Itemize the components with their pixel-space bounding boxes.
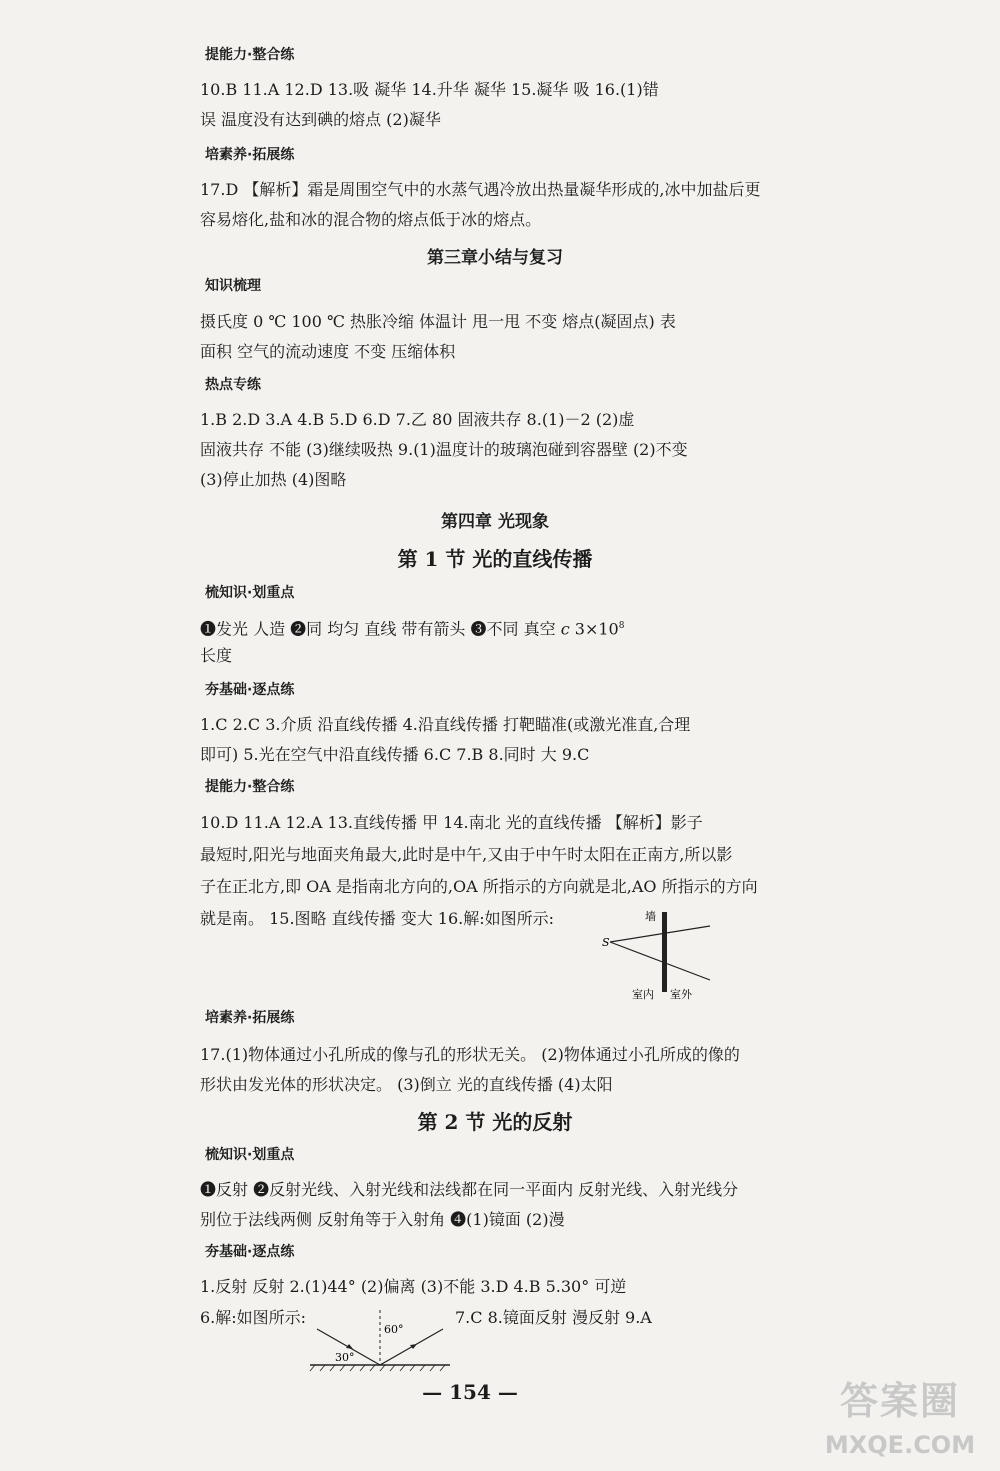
answer-line: 6.解:如图所示: <box>200 1308 307 1327</box>
answer-line: 17.D 【解析】霜是周围空气中的水蒸气遇冷放出热量凝华形成的,冰中加盐后更 <box>200 180 761 199</box>
answer-line: 10.B 11.A 12.D 13.吸 凝华 14.升华 凝华 15.凝华 吸 16.(1)错 <box>200 80 659 99</box>
answer-line: ❶反射 ❷反射光线、入射光线和法线都在同一平面内 反射光线、入射光线分 <box>200 1180 739 1199</box>
answer-line: (3)停止加热 (4)图略 <box>200 470 347 489</box>
answer-line: 摄氏度 0 ℃ 100 ℃ 热胀冷缩 体温计 甩一甩 不变 熔点(凝固点) 表 <box>200 312 676 331</box>
wall-shape <box>662 912 667 992</box>
section-heading: 培素养·拓展练 <box>205 1010 295 1026</box>
section-title: 第 1 节 光的直线传播 <box>397 547 593 571</box>
answer-line: 10.D 11.A 12.A 13.直线传播 甲 14.南北 光的直线传播 【解析】影子 <box>200 813 703 832</box>
answer-line: 1.C 2.C 3.介质 沿直线传播 4.沿直线传播 打靶瞄准(或激光准直,合理 <box>200 715 691 734</box>
answer-line: 7.C 8.镜面反射 漫反射 9.A <box>455 1308 652 1327</box>
angle-label: 60° <box>384 1323 404 1336</box>
watermark-url: MXQE.COM <box>824 1431 976 1459</box>
reflection-figure <box>305 1305 455 1375</box>
section-heading: 提能力·整合练 <box>205 47 295 63</box>
answer-line: 误 温度没有达到碘的熔点 (2)凝华 <box>200 110 441 129</box>
outdoor-label: 室外 <box>670 988 692 1000</box>
answer-line: 面积 空气的流动速度 不变 压缩体积 <box>200 342 456 361</box>
answer-line: 长度 <box>200 646 233 665</box>
indoor-label: 室内 <box>632 988 654 1000</box>
mirror-hatching <box>310 1365 445 1371</box>
section-heading: 梳知识·划重点 <box>205 585 295 601</box>
angle-label: 30° <box>335 1351 355 1364</box>
answer-line: 1.反射 反射 2.(1)44° (2)偏离 (3)不能 3.D 4.B 5.30° 可逆 <box>200 1277 627 1296</box>
section-heading: 培素养·拓展练 <box>205 147 295 163</box>
answer-line: 形状由发光体的形状决定。 (3)倒立 光的直线传播 (4)太阳 <box>200 1075 613 1094</box>
answer-line: 17.(1)物体通过小孔所成的像与孔的形状无关。 (2)物体通过小孔所成的像的 <box>200 1045 740 1064</box>
section-heading: 夯基础·逐点练 <box>205 682 295 698</box>
wall-label: 墙 <box>645 910 656 923</box>
light-ray <box>610 926 710 942</box>
section-heading: 热点专练 <box>205 377 261 393</box>
chapter-title: 第四章 光现象 <box>441 512 549 532</box>
page-number: — 154 — <box>422 1380 518 1404</box>
answer-line: 别位于法线两侧 反射角等于入射角 ❹(1)镜面 (2)漫 <box>200 1210 565 1229</box>
pinhole-wall-figure <box>600 910 720 1000</box>
watermark <box>810 1370 990 1459</box>
reflected-arrow <box>410 1344 417 1349</box>
section-title: 第 2 节 光的反射 <box>417 1110 573 1134</box>
watermark-logo-text: 答案圈 <box>839 1379 960 1423</box>
answer-line: 就是南。 15.图略 直线传播 变大 16.解:如图所示: <box>200 909 555 928</box>
answer-line: 固液共存 不能 (3)继续吸热 9.(1)温度计的玻璃泡碰到容器壁 (2)不变 <box>200 440 688 459</box>
answer-line: ❶发光 人造 ❷同 均匀 直线 带有箭头 ❸不同 真空 c $3\times 10^8$ <box>200 619 625 639</box>
answer-line: 子在正北方,即 OA 是指南北方向的,OA 所指示的方向就是北,AO 所指示的方向 <box>200 877 758 896</box>
answer-line: 容易熔化,盐和冰的混合物的熔点低于冰的熔点。 <box>200 210 542 229</box>
section-heading: 知识梳理 <box>205 278 261 294</box>
section-heading: 夯基础·逐点练 <box>205 1244 295 1260</box>
answer-line: 最短时,阳光与地面夹角最大,此时是中午,又由于中午时太阳在正南方,所以影 <box>200 845 733 864</box>
source-label: S <box>602 936 610 949</box>
answer-line: 即可) 5.光在空气中沿直线传播 6.C 7.B 8.同时 大 9.C <box>200 745 590 764</box>
answer-line: 1.B 2.D 3.A 4.B 5.D 6.D 7.乙 80 固液共存 8.(1)－2 (2)虚 <box>200 410 635 429</box>
light-ray <box>610 942 710 980</box>
section-heading: 梳知识·划重点 <box>205 1147 295 1163</box>
section-heading: 提能力·整合练 <box>205 779 295 795</box>
chapter-review-title: 第三章小结与复习 <box>427 248 563 268</box>
